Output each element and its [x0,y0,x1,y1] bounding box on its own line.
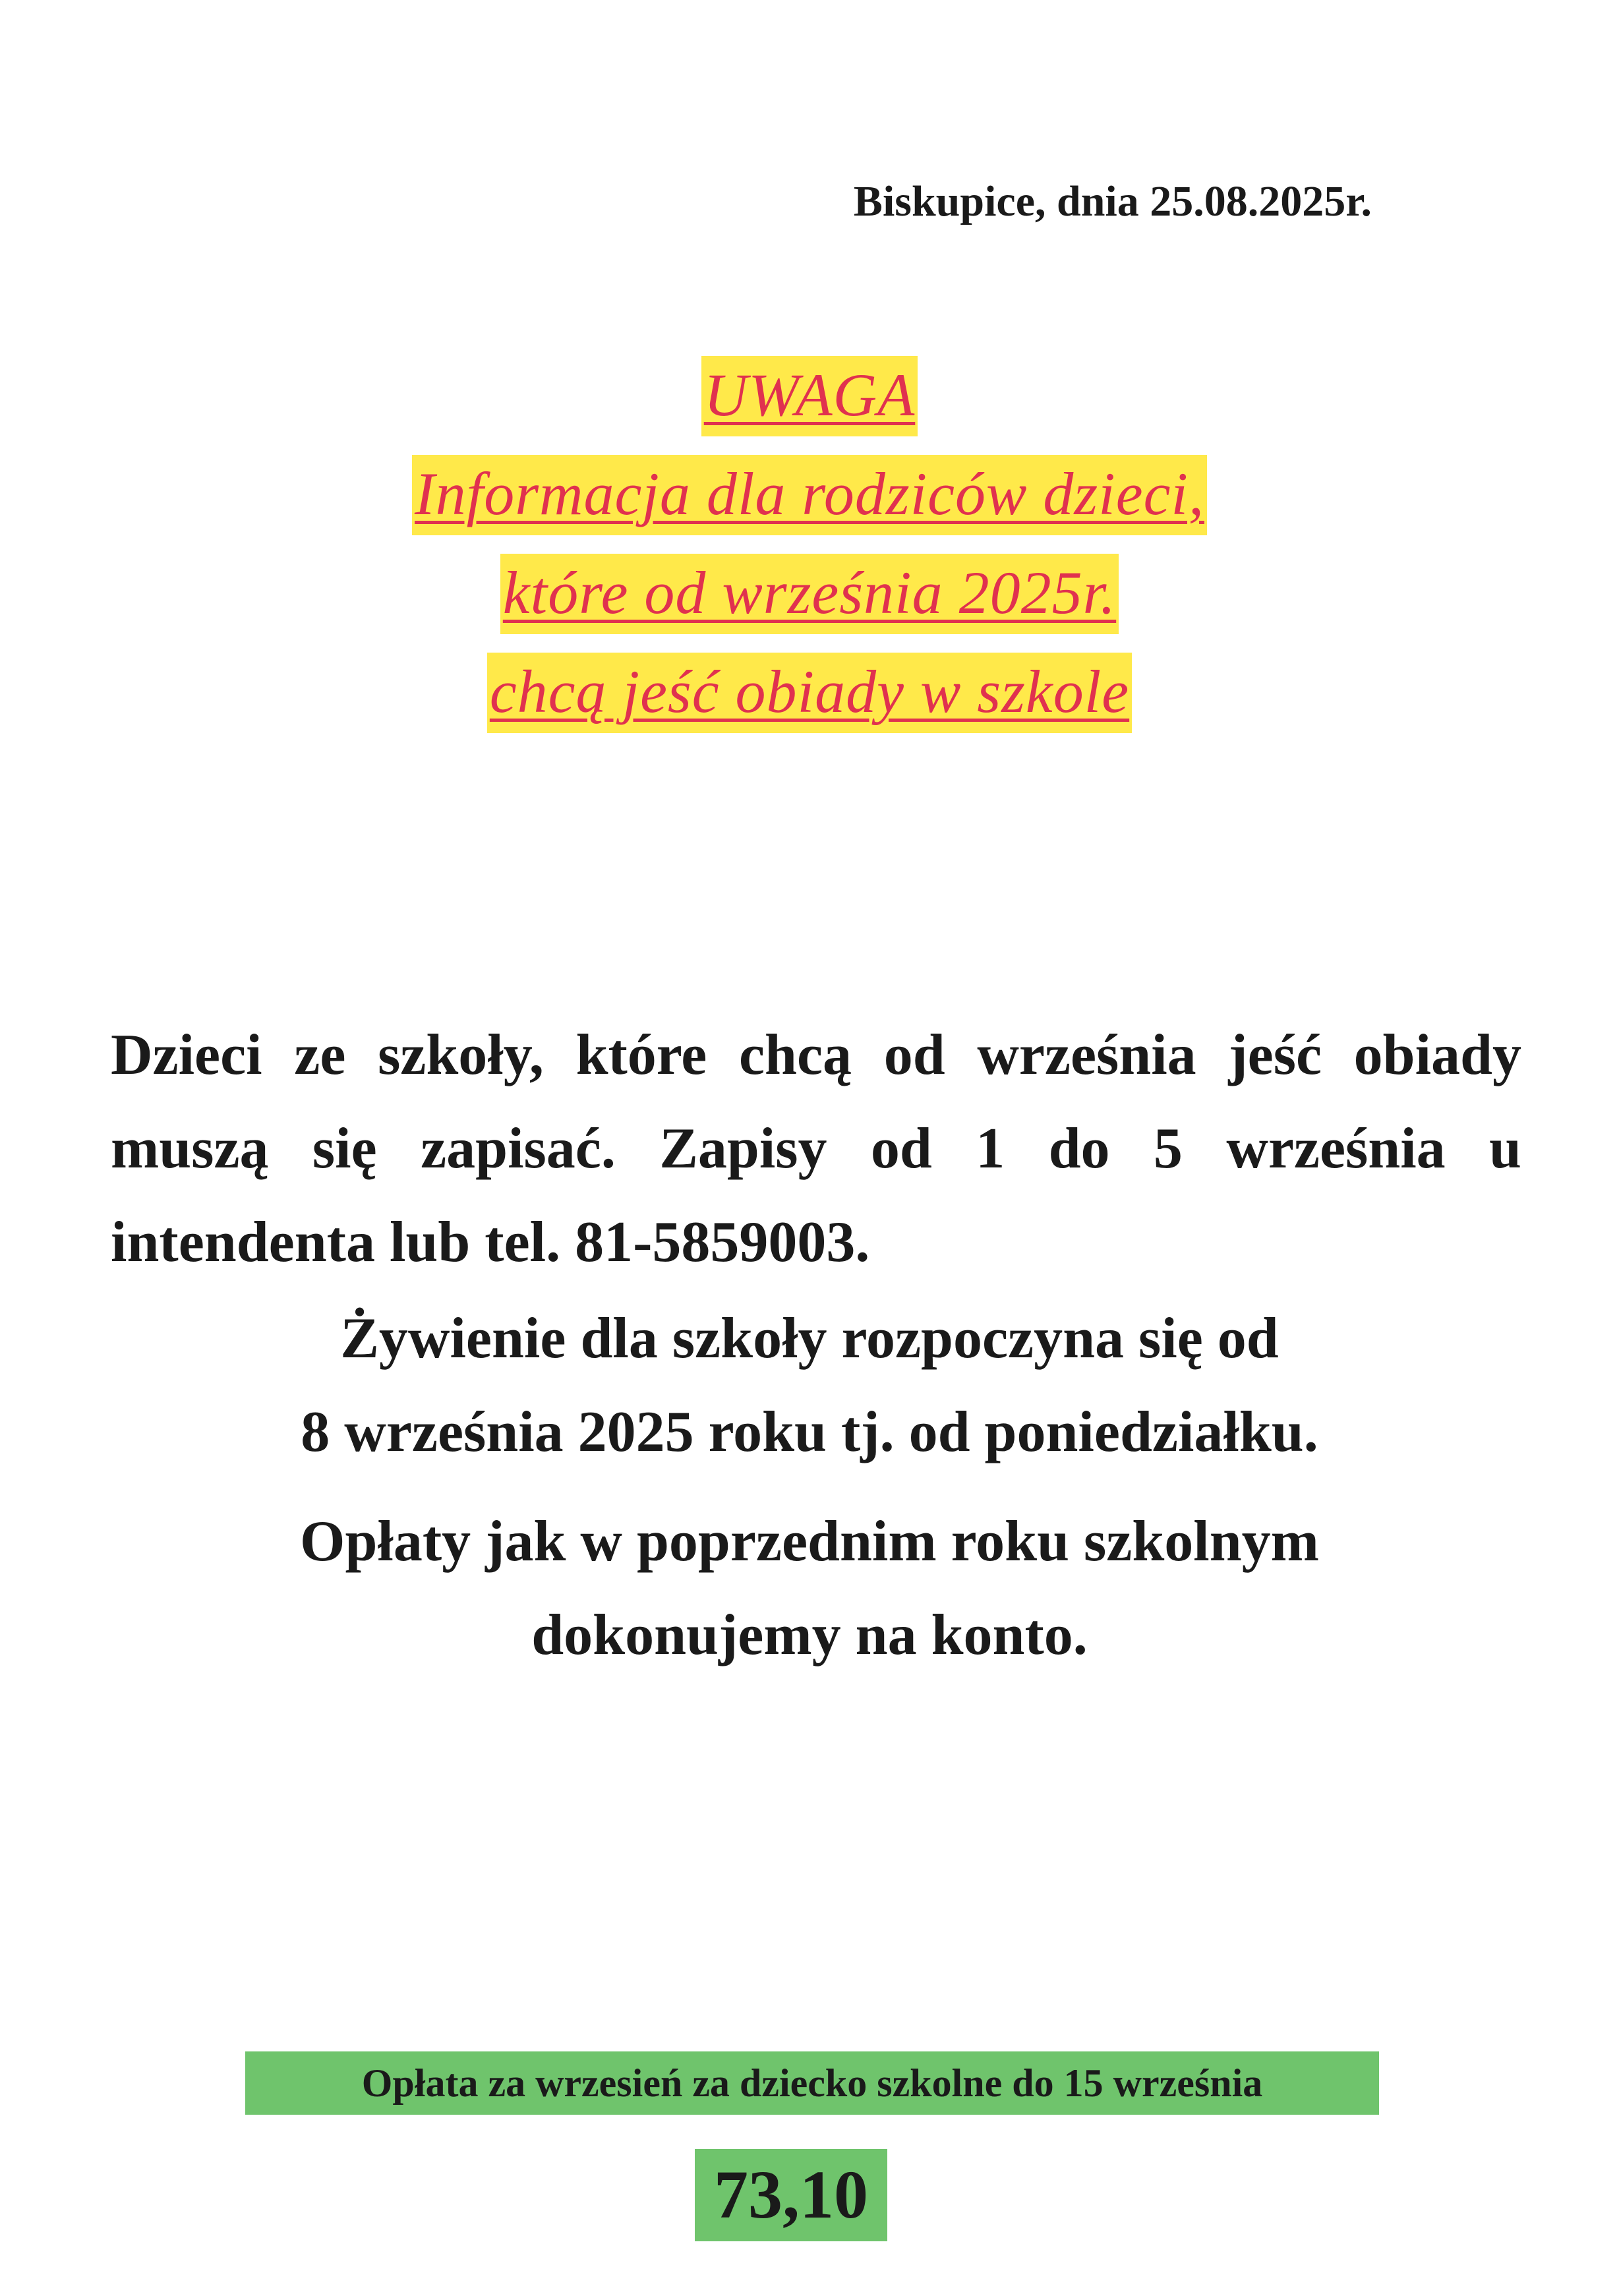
headline-text-uwaga: UWAGA [701,356,918,436]
headline-text-lunch: chcą jeść obiady w szkole [487,653,1132,733]
headline-line-3 [0,554,1619,653]
fee-amount: 73,10 [695,2149,887,2241]
headline-line-1 [0,356,1619,455]
headline-text-date: które od września 2025r. [500,554,1119,634]
date-line: Biskupice, dnia 25.08.2025r. [853,177,1372,225]
headline-block [0,356,1619,751]
headline-line-4 [0,653,1619,751]
registration-paragraph: Dzieci ze szkoły, które chcą od września jeść obiady muszą się zapisać. Zapisy od 1 do 5 września u intendenta lub tel. 81-5859003. [111,1023,1521,1274]
feeding-line-1: Żywienie dla szkoły rozpoczyna się od [340,1307,1279,1370]
headline-line-2 [0,455,1619,554]
fees-line-1: Opłaty jak w poprzednim roku szkolnym [300,1510,1319,1574]
fee-caption: Opłata za wrzesień za dziecko szkolne do 15 września [245,2051,1379,2115]
feeding-start-paragraph [0,1292,1619,1479]
fees-paragraph [0,1495,1619,1682]
feeding-line-2: 8 września 2025 roku tj. od poniedziałku. [301,1400,1318,1464]
headline-text-info: Informacja dla rodziców dzieci, [412,455,1207,535]
fees-line-2: dokonujemy na konto. [531,1603,1088,1667]
